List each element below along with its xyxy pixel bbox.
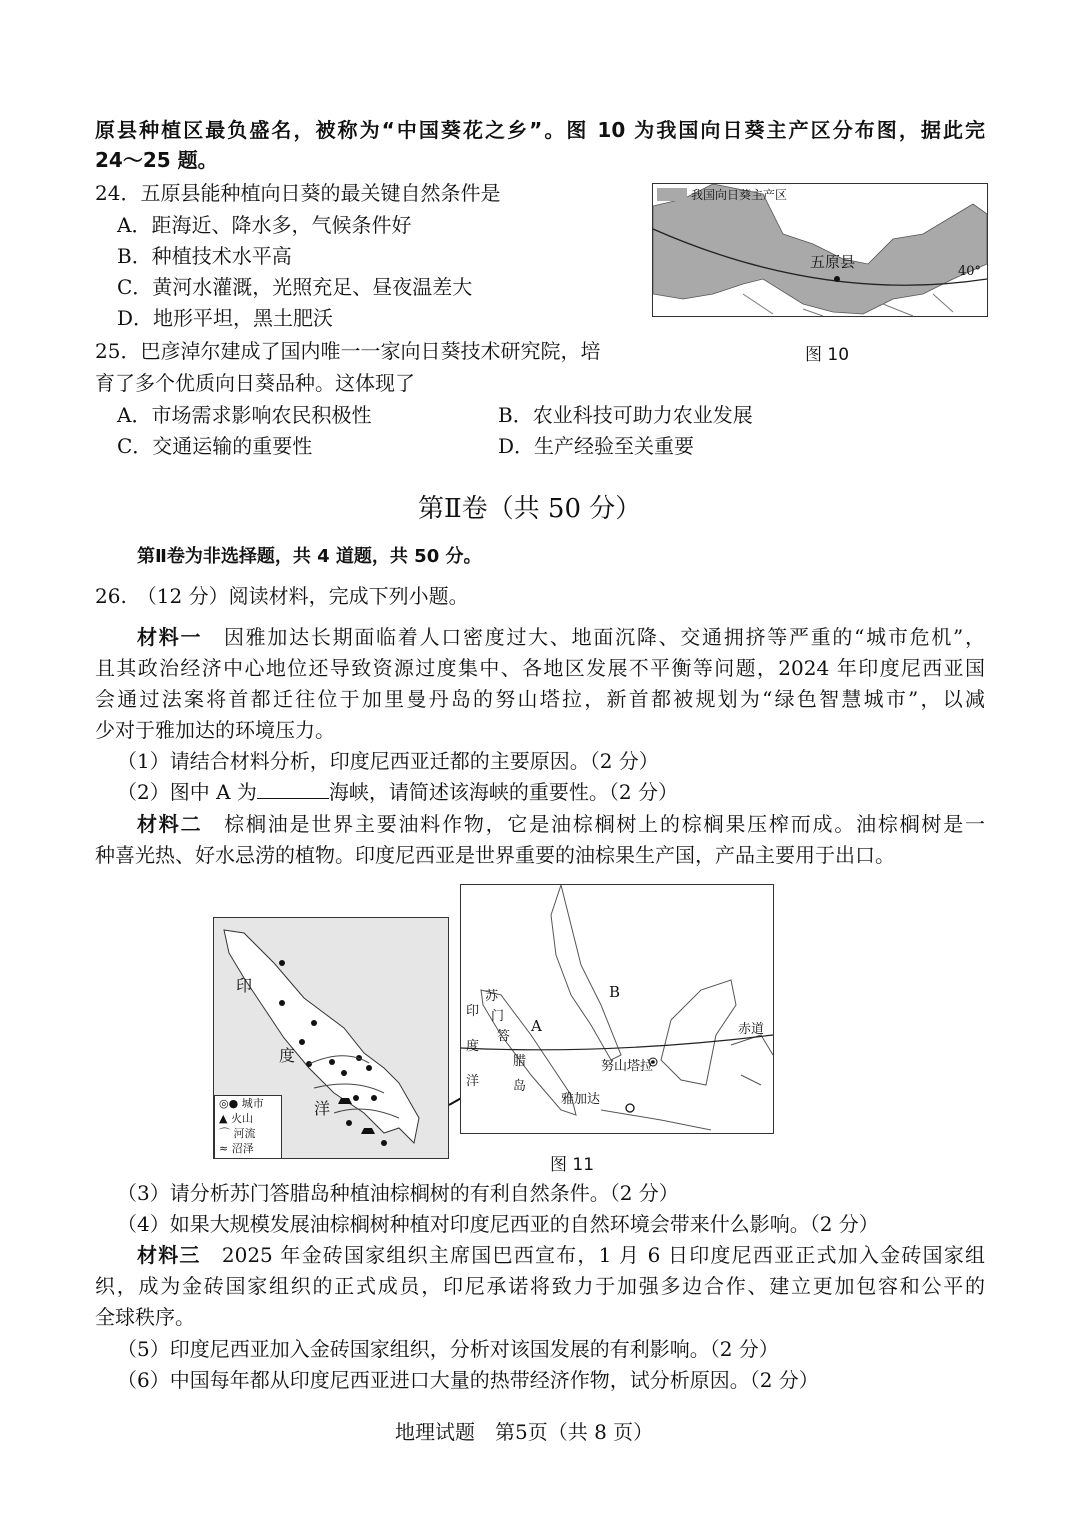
answer-blank[interactable]	[257, 780, 329, 799]
strait-a-label: A	[531, 1017, 542, 1035]
figure-11-indonesia-map	[460, 884, 774, 1134]
page-footer: 地理试题 第5页（共 8 页）	[395, 1420, 654, 1444]
q26-sub-3: （3）请分析苏门答腊岛种植油棕榈树的有利自然条件。（2 分）	[117, 1181, 679, 1205]
figure-10-map	[652, 183, 988, 317]
figure-11-caption: 图 11	[550, 1155, 595, 1175]
material-1-label: 材料一	[137, 625, 203, 649]
swamp-icon: ≈	[219, 1142, 229, 1155]
q26-sub-2-suffix: 海峡，请简述该海峡的重要性。（2 分）	[328, 780, 678, 804]
material-3-label: 材料三	[137, 1243, 201, 1267]
fig10-legend-label: 我国向日葵主产区	[691, 188, 788, 202]
intro-line-1: 原县种植区最负盛名，被称为“中国葵花之乡”。图 10 为我国向日葵主产区分布图，据此完	[95, 118, 985, 142]
jakarta-label: 雅加达	[561, 1092, 601, 1107]
material-3-line-3: 全球秩序。	[95, 1305, 195, 1329]
sumatra-label-2: 门	[491, 1009, 505, 1024]
equator-label: 赤道	[738, 1022, 765, 1037]
fig11-legend	[214, 1095, 282, 1159]
ocean-label-1: 印	[236, 976, 253, 995]
material-2-text: 棕榈油是世界主要油料作物，它是油棕榈树上的棕榈果压榨而成。油棕榈树是一	[224, 812, 986, 836]
city-icon: ◎●	[219, 1097, 239, 1110]
nusantara-label: 努山塔拉	[601, 1059, 654, 1074]
river-icon: ⌒	[219, 1127, 230, 1140]
q26-sub-1: （1）请结合材料分析，印度尼西亚迁都的主要原因。（2 分）	[117, 749, 659, 773]
q24-option-b: B．种植技术水平高	[117, 244, 292, 268]
fig10-latitude-label: 40°	[958, 264, 982, 279]
intro-line-2: 24～25 题。	[95, 148, 218, 172]
material-1-line-3: 会通过法案将首都迁往位于加里曼丹岛的努山塔拉，新首都被规划为“绿色智慧城市”，以减	[95, 687, 985, 711]
volcano-icon: ▲	[219, 1112, 228, 1125]
material-1-text: 因雅加达长期面临着人口密度过大、地面沉降、交通拥挤等严重的“城市危机”，	[223, 625, 986, 649]
material-2-line-2: 种喜光热、好水忌涝的植物。印度尼西亚是世界重要的油棕果生产国，产品主要用于出口。	[95, 843, 895, 867]
legend-city-label: 城市	[241, 1097, 264, 1110]
material-3-line-1	[137, 1240, 985, 1270]
q24-option-d: D．地形平坦，黑土肥沃	[117, 306, 334, 330]
ocean-label-3: 洋	[314, 1099, 331, 1118]
sumatra-label-4: 腊	[513, 1054, 527, 1069]
legend-river	[219, 1126, 281, 1141]
q25-stem-1: 25．巴彦淖尔建成了国内唯一一家向日葵技术研究院，培	[95, 339, 601, 363]
q25-stem-2: 育了多个优质向日葵品种。这体现了	[95, 371, 415, 395]
q25-option-c: C．交通运输的重要性	[117, 434, 313, 458]
ocean-label-2: 度	[279, 1046, 296, 1065]
legend-city	[219, 1096, 281, 1111]
section-2-note: 第Ⅱ卷为非选择题，共 4 道题，共 50 分。	[137, 546, 482, 567]
q24-option-c: C．黄河水灌溉，光照充足、昼夜温差大	[117, 275, 473, 299]
legend-volcano-label: 火山	[230, 1112, 253, 1125]
right-ocean-label-3: 洋	[466, 1074, 480, 1089]
fig10-place-label: 五原县	[810, 253, 856, 271]
q26-sub-4: （4）如果大规模发展油棕榈树种植对印度尼西亚的自然环境会带来什么影响。（2 分）	[117, 1212, 879, 1236]
legend-river-label: 河流	[233, 1127, 256, 1140]
southeast-asia-outline	[461, 885, 773, 1133]
legend-swamp	[219, 1141, 281, 1156]
q25-option-d: D．生产经验至关重要	[498, 434, 695, 458]
sunflower-region-map	[653, 184, 987, 316]
q26-sub-5: （5）印度尼西亚加入金砖国家组织，分析对该国发展的有利影响。（2 分）	[117, 1337, 779, 1361]
q26-sub-2-prefix: （2）图中 A 为	[117, 780, 257, 804]
material-1-line-2: 且其政治经济中心地位还导致资源过度集中、各地区发展不平衡等问题，2024 年印度尼西亚国	[95, 656, 985, 680]
q26-sub-2	[117, 777, 678, 807]
q26-sub-6: （6）中国每年都从印度尼西亚进口大量的热带经济作物，试分析原因。（2 分）	[117, 1368, 819, 1392]
sumatra-label-1: 苏	[485, 989, 499, 1004]
q26-stem: 26. （12 分）阅读材料，完成下列小题。	[95, 584, 469, 608]
sumatra-label-5: 岛	[513, 1079, 527, 1094]
q25-option-b: B．农业科技可助力农业发展	[498, 403, 753, 427]
legend-swamp-label: 沼泽	[231, 1142, 254, 1155]
material-3-text: 2025 年金砖国家组织主席国巴西宣布，1 月 6 日印度尼西亚正式加入金砖国家组	[221, 1243, 986, 1267]
sea-b-label: B	[609, 983, 621, 1001]
q24-option-a: A．距海近、降水多，气候条件好	[117, 213, 412, 237]
right-ocean-label-1: 印	[466, 1004, 480, 1019]
right-ocean-label-2: 度	[466, 1039, 480, 1054]
q25-option-a: A．市场需求影响农民积极性	[117, 403, 372, 427]
section-2-title: 第Ⅱ卷（共 50 分）	[418, 494, 642, 524]
sumatra-label-3: 答	[497, 1029, 511, 1044]
material-2-label: 材料二	[137, 812, 203, 836]
material-3-line-2: 织，成为金砖国家组织的正式成员，印尼承诺将致力于加强多边合作、建立更加包容和公平的	[95, 1274, 985, 1298]
figure-10-caption: 图 10	[805, 345, 850, 365]
legend-volcano	[219, 1111, 281, 1126]
q24-stem: 24．五原县能种植向日葵的最关键自然条件是	[95, 181, 501, 205]
material-1-line-1	[137, 622, 985, 652]
material-2-line-1	[137, 809, 985, 839]
figure-11-sumatra-map	[213, 917, 449, 1159]
material-1-line-4: 少对于雅加达的环境压力。	[95, 718, 335, 742]
